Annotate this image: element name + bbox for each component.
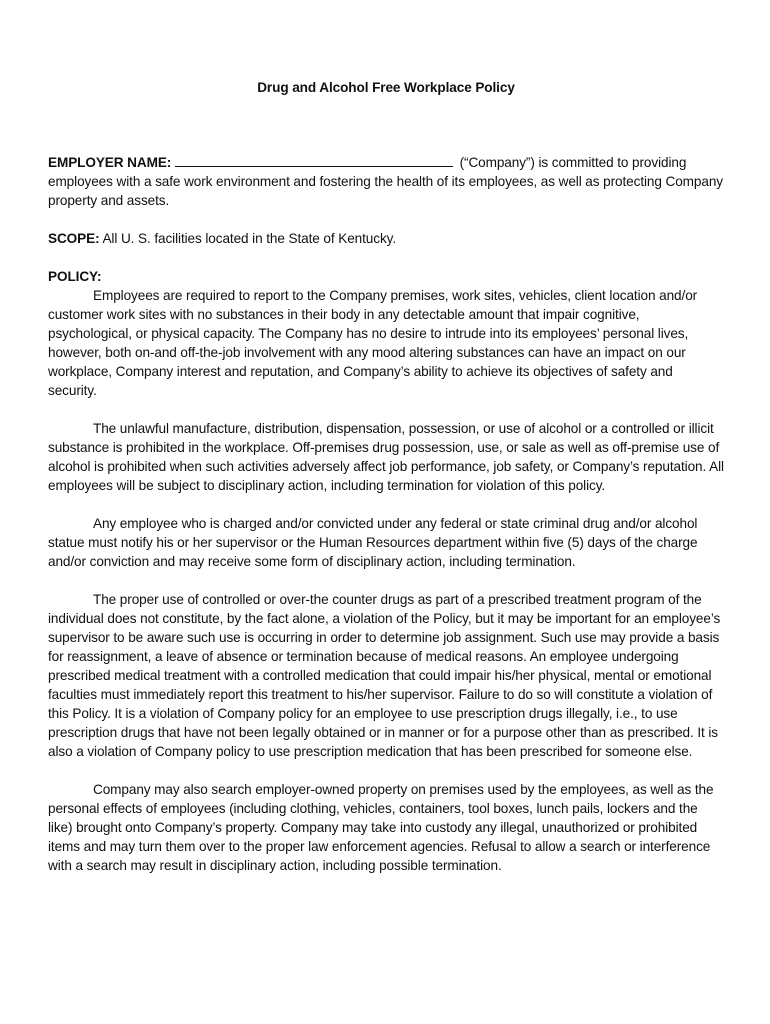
employer-statement: (“Company”) is committed to providing employees with a safe work environment and fostering the health of its employees, as well as protecting Company property and assets. — [48, 155, 723, 208]
employer-name-label: EMPLOYER NAME: — [48, 155, 172, 170]
scope-text: All U. S. facilities located in the State of Kentucky. — [102, 231, 397, 246]
policy-paragraph-1: Employees are required to report to the Company premises, work sites, vehicles, client location and/or customer work sites with no substances in their body in any detectable amount that impair cognitive, psychological, or physical capacity. The Company has no desire to intrude into its employees’ personal lives, however, both on-and off-the-job involvement with any mood altering substances can have an impact on our workplace, Company interest and reputation, and Company’s ability to achieve its objectives of safety and security. — [48, 288, 698, 398]
employer-name-field[interactable] — [175, 153, 453, 167]
policy-paragraph-3: Any employee who is charged and/or convicted under any federal or state criminal drug and/or alcohol statue must notify his or her supervisor or the Human Resources department within five (5) days of the charge and/or conviction and may receive some form of disciplinary action, including termination. — [48, 516, 698, 569]
document-page — [48, 78, 724, 894]
policy-paragraph-4: The proper use of controlled or over-the counter drugs as part of a prescribed treatment program of the individual does not constitute, by the fact alone, a violation of the Policy, but it may be important for an employee’s supervisor to be aware such use is occurring in order to determine job assignment. Such use may provide a basis for reassignment, a leave of absence or termination because of medical reasons. An employee undergoing prescribed medical treatment with a controlled medication that could impair his/her physical, mental or emotional faculties must immediately report this treatment to his/her supervisor. Failure to do so will constitute a violation of this Policy. It is a violation of Company policy for an employee to use prescription drugs illegally, i.e., to use prescription drugs that have not been legally obtained or in manner or for a purpose other than as prescribed. It is also a violation of Company policy to use prescription medication that has been prescribed for someone else. — [48, 592, 721, 759]
document-title: Drug and Alcohol Free Workplace Policy — [257, 80, 515, 95]
policy-heading: POLICY: — [48, 269, 102, 284]
scope-label: SCOPE: — [48, 231, 100, 246]
policy-paragraph-5: Company may also search employer-owned property on premises used by the employees, as well as the personal effects of employees (including clothing, vehicles, containers, tool boxes, lunch pails, lockers and the like) brought onto Company’s property. Company may take into custody any illegal, unauthorized or prohibited items and may turn them over to the proper law enforcement agencies. Refusal to allow a search or interference with a search may result in disciplinary action, including possible termination. — [48, 782, 714, 873]
policy-paragraph-2: The unlawful manufacture, distribution, dispensation, possession, or use of alcohol or a controlled or illicit substance is prohibited in the workplace. Off-premises drug possession, use, or sale as well as off-premise use of alcohol is prohibited when such activities adversely affect job performance, job safety, or Company’s reputation. All employees will be subject to disciplinary action, including termination for violation of this policy. — [48, 421, 724, 493]
scope-paragraph — [48, 229, 724, 248]
employer-paragraph — [48, 153, 724, 210]
